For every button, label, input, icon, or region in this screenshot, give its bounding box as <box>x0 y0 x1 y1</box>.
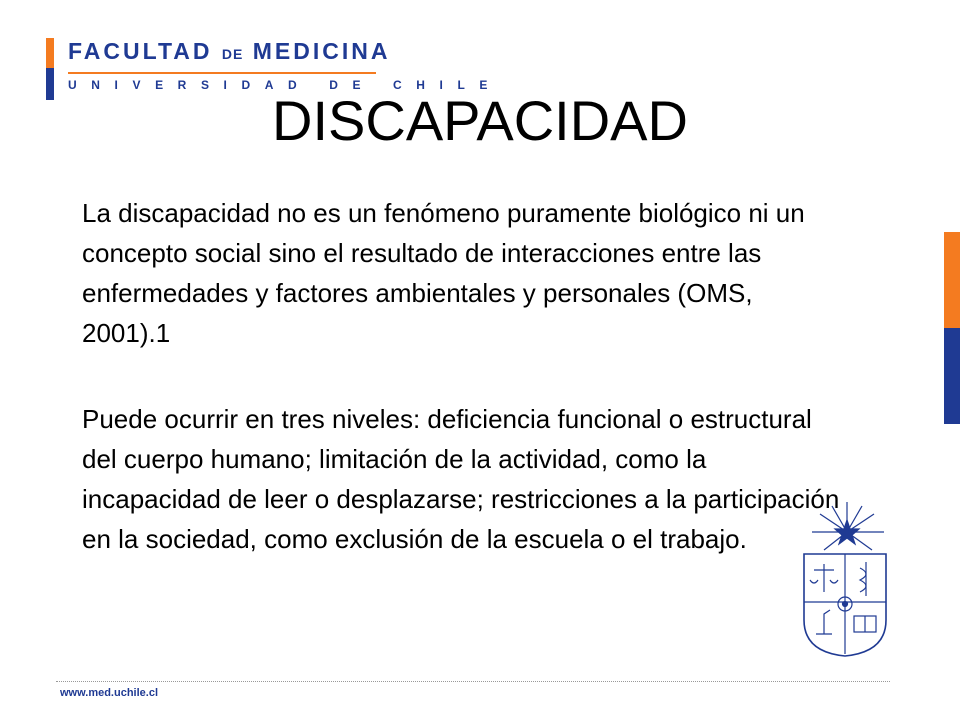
university-crest-icon <box>800 502 890 658</box>
logo-title-de: DE <box>221 46 244 62</box>
logo-title-main: FACULTAD <box>68 38 213 64</box>
logo-title <box>68 38 390 65</box>
logo-subtitle: UNIVERSIDAD DE CHILE <box>68 78 503 92</box>
accent-bar-orange <box>944 232 960 328</box>
logo-rule <box>68 72 376 74</box>
paragraph-levels: Puede ocurrir en tres niveles: deficiencia funcional o estructural del cuerpo humano; limitación de la actividad, como la incapacidad de leer o desplazarse; restricciones a la participación en la sociedad, como exclusión de la escuela o el trabajo. <box>82 404 840 554</box>
slide-title: DISCAPACIDAD <box>272 89 688 152</box>
logo-bar-orange <box>46 38 54 68</box>
paragraph-definition: La discapacidad no es un fenómeno puramente biológico ni un concepto social sino el resultado de interacciones entre las enfermedades y factores ambientales y personales (OMS, 2001).1 <box>82 198 805 348</box>
footer-url[interactable]: www.med.uchile.cl <box>60 687 159 699</box>
logo-title-end: MEDICINA <box>252 38 391 64</box>
accent-bar-blue <box>944 328 960 424</box>
footer-divider <box>56 681 890 682</box>
